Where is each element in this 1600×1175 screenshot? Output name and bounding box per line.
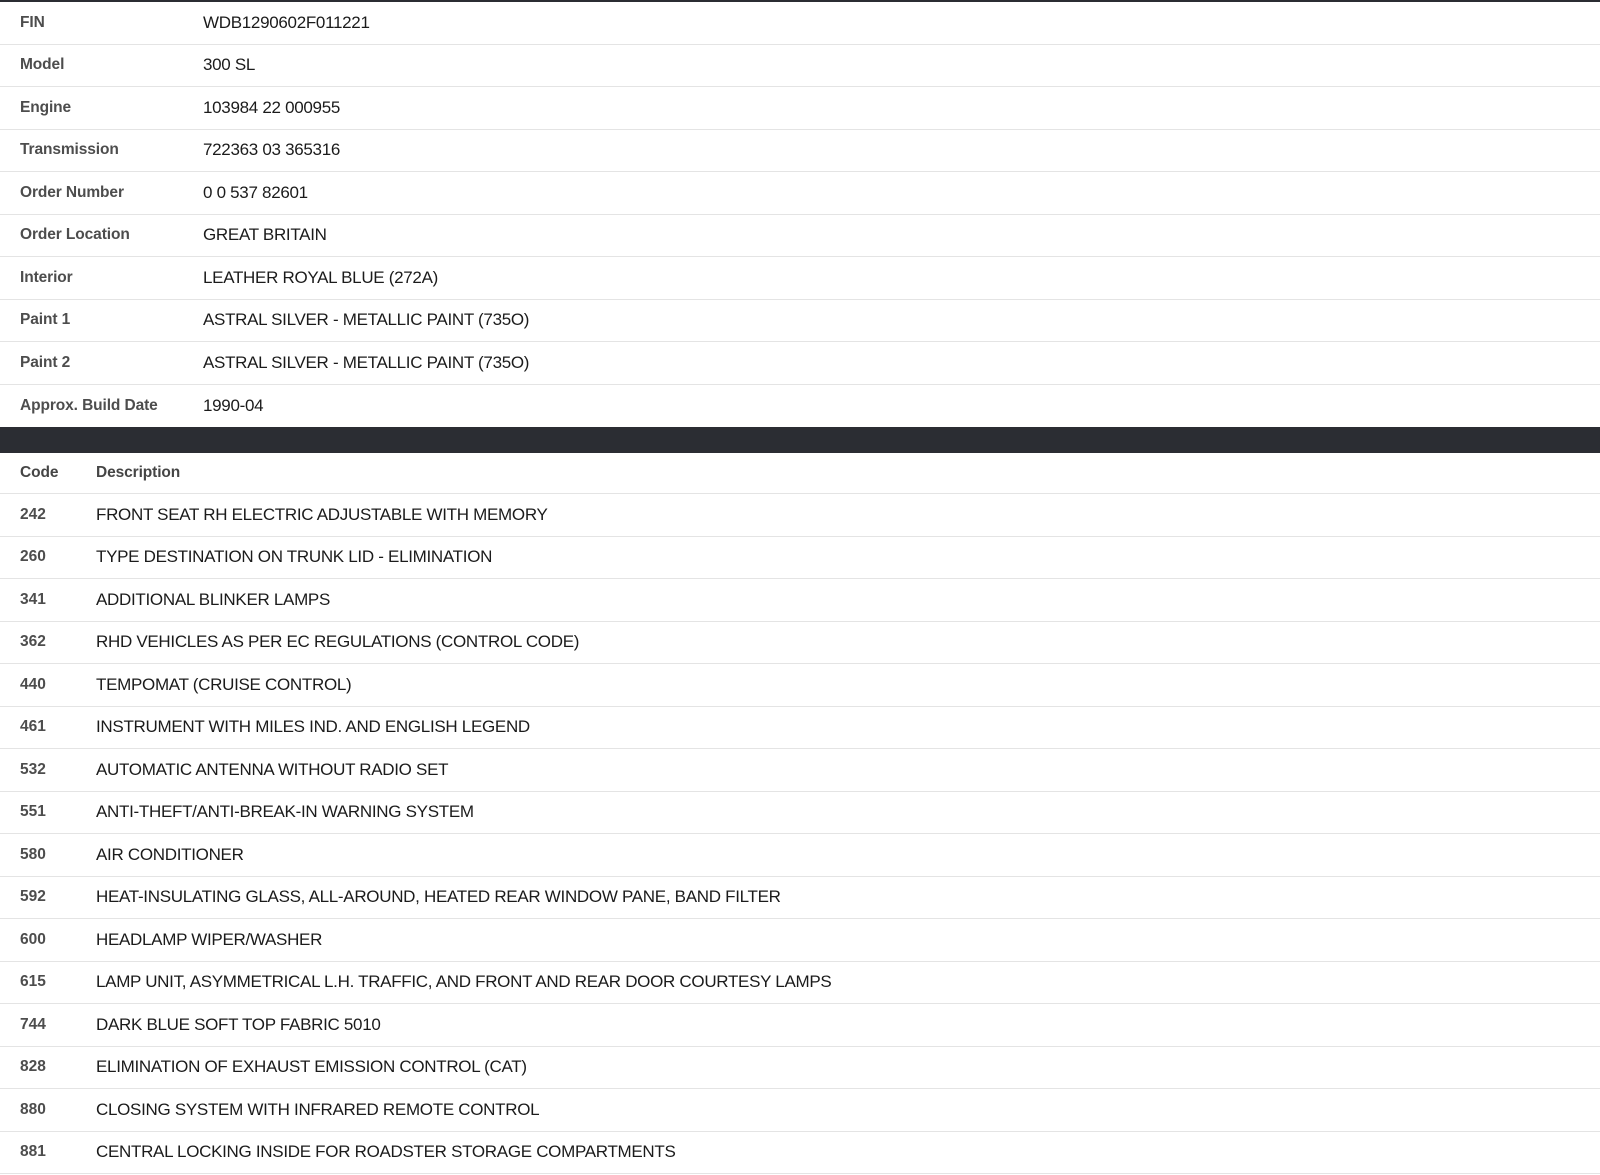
table-row <box>0 749 1600 792</box>
option-code: 580 <box>20 845 46 863</box>
option-description: TEMPOMAT (CRUISE CONTROL) <box>96 674 352 694</box>
vehicle-spec-table <box>0 2 1600 427</box>
spec-label: FIN <box>20 13 45 31</box>
spec-row-order-location <box>0 215 1600 258</box>
option-description: AUTOMATIC ANTENNA WITHOUT RADIO SET <box>96 759 449 779</box>
option-code: 880 <box>20 1100 46 1118</box>
option-description: TYPE DESTINATION ON TRUNK LID - ELIMINATION <box>96 547 493 567</box>
table-row <box>0 792 1600 835</box>
spec-label: Interior <box>20 268 73 286</box>
spec-value: ASTRAL SILVER - METALLIC PAINT (735O) <box>203 310 530 330</box>
option-code: 532 <box>20 760 46 778</box>
option-description: ANTI-THEFT/ANTI-BREAK-IN WARNING SYSTEM <box>96 802 474 822</box>
option-description: FRONT SEAT RH ELECTRIC ADJUSTABLE WITH MEMORY <box>96 504 548 524</box>
table-row <box>0 962 1600 1005</box>
option-code: 600 <box>20 930 46 948</box>
option-code: 341 <box>20 590 46 608</box>
option-description: DARK BLUE SOFT TOP FABRIC 5010 <box>96 1014 381 1034</box>
spec-value: 722363 03 365316 <box>203 140 341 160</box>
option-description: ELIMINATION OF EXHAUST EMISSION CONTROL (CAT) <box>96 1057 527 1077</box>
option-code: 592 <box>20 888 46 906</box>
option-code: 744 <box>20 1015 46 1033</box>
option-description: LAMP UNIT, ASYMMETRICAL L.H. TRAFFIC, AND FRONT AND REAR DOOR COURTESY LAMPS <box>96 972 832 992</box>
table-row <box>0 877 1600 920</box>
table-row <box>0 1047 1600 1090</box>
spec-row-fin <box>0 2 1600 45</box>
code-column-header: Code <box>20 464 59 481</box>
option-code: 461 <box>20 718 46 736</box>
table-row <box>0 1132 1600 1175</box>
spec-label: Paint 2 <box>20 353 71 371</box>
option-description: ADDITIONAL BLINKER LAMPS <box>96 589 331 609</box>
table-row <box>0 579 1600 622</box>
spec-value: WDB1290602F011221 <box>203 12 370 32</box>
option-description: HEADLAMP WIPER/WASHER <box>96 929 323 949</box>
spec-label: Engine <box>20 98 72 116</box>
option-code: 551 <box>20 803 46 821</box>
spec-value: GREAT BRITAIN <box>203 225 327 245</box>
spec-label: Approx. Build Date <box>20 396 158 414</box>
table-row <box>0 1004 1600 1047</box>
option-codes-table <box>0 453 1600 1174</box>
option-code: 362 <box>20 633 46 651</box>
option-description: AIR CONDITIONER <box>96 844 244 864</box>
spec-label: Order Location <box>20 226 130 244</box>
option-code: 440 <box>20 675 46 693</box>
spec-value: ASTRAL SILVER - METALLIC PAINT (735O) <box>203 352 530 372</box>
table-row <box>0 1089 1600 1132</box>
section-separator-bar <box>0 427 1600 453</box>
table-row <box>0 494 1600 537</box>
option-description: CLOSING SYSTEM WITH INFRARED REMOTE CONTROL <box>96 1099 540 1119</box>
option-codes-header-row <box>0 453 1600 494</box>
spec-row-transmission <box>0 130 1600 173</box>
table-row <box>0 537 1600 580</box>
option-code: 260 <box>20 548 46 566</box>
spec-row-engine <box>0 87 1600 130</box>
table-row <box>0 622 1600 665</box>
option-description: RHD VEHICLES AS PER EC REGULATIONS (CONTROL CODE) <box>96 632 580 652</box>
option-description: INSTRUMENT WITH MILES IND. AND ENGLISH LEGEND <box>96 717 530 737</box>
spec-row-paint-1 <box>0 300 1600 343</box>
spec-row-model <box>0 45 1600 88</box>
option-code: 881 <box>20 1143 46 1161</box>
option-code: 828 <box>20 1058 46 1076</box>
spec-label: Order Number <box>20 183 124 201</box>
table-row <box>0 664 1600 707</box>
table-row <box>0 919 1600 962</box>
table-row <box>0 834 1600 877</box>
spec-label: Paint 1 <box>20 311 71 329</box>
spec-value: 300 SL <box>203 55 256 75</box>
option-description: HEAT-INSULATING GLASS, ALL-AROUND, HEATED REAR WINDOW PANE, BAND FILTER <box>96 887 781 907</box>
spec-value: LEATHER ROYAL BLUE (272A) <box>203 267 438 287</box>
spec-label: Model <box>20 56 65 74</box>
option-code: 615 <box>20 973 46 991</box>
table-row <box>0 707 1600 750</box>
spec-value: 0 0 537 82601 <box>203 182 308 202</box>
spec-value: 1990-04 <box>203 395 264 415</box>
spec-label: Transmission <box>20 141 119 159</box>
option-code: 242 <box>20 505 46 523</box>
spec-row-paint-2 <box>0 342 1600 385</box>
spec-row-interior <box>0 257 1600 300</box>
spec-row-order-number <box>0 172 1600 215</box>
option-description: CENTRAL LOCKING INSIDE FOR ROADSTER STORAGE COMPARTMENTS <box>96 1142 676 1162</box>
spec-value: 103984 22 000955 <box>203 97 341 117</box>
spec-row-build-date <box>0 385 1600 428</box>
description-column-header: Description <box>96 464 181 481</box>
